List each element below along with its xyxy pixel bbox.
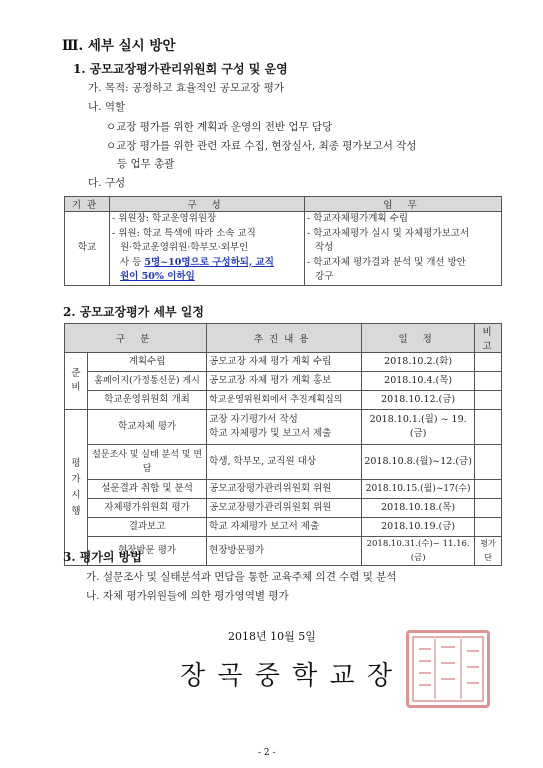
composition-line: 원·학교운영위원·학부모·외부인 [120, 242, 249, 253]
col-header-date: 일 정 [362, 324, 475, 353]
sec1-purpose: 가. 목적: 공정하고 효율적인 공모교장 평가 [88, 82, 284, 94]
item-cell: 학교자체 평가 [88, 410, 207, 445]
table-row [65, 353, 502, 372]
table-row [65, 480, 502, 499]
note-cell [475, 391, 502, 410]
composition-line: - 위원: 학교 특색에 따라 소속 교직 [112, 227, 256, 239]
highlighted-text: 원이 50% 이하임 [120, 271, 195, 282]
table-row [65, 391, 502, 410]
note-cell [475, 518, 502, 537]
org-cell: 학교 [65, 212, 110, 286]
schedule-table [64, 323, 502, 566]
table-row [65, 410, 502, 445]
sec1-role-label: 나. 역할 [88, 101, 126, 113]
col-header-note: 비고 [475, 324, 502, 353]
item-cell: 계획수립 [88, 353, 207, 372]
col-header-category: 구 분 [65, 324, 207, 353]
content-cell: 공모교장 자체 평가 계획 수립 [207, 353, 362, 372]
duty-line: - 학교자체평가 실시 및 자체평가보고서 [307, 227, 470, 239]
duty-line: 작성 [315, 242, 334, 253]
school-seal-stamp [406, 630, 490, 708]
note-cell [475, 410, 502, 445]
sec1-role-item-2: ㅇ교장 평가를 위한 관련 자료 수집, 현장실사, 최종 평가보고서 작성 [106, 140, 417, 152]
content-cell: 공모교장평가관리위원회 위원 [207, 480, 362, 499]
content-cell: 현장방문평가 [207, 537, 362, 566]
duty-line: - 학교자체평가계획 수립 [307, 213, 409, 224]
date-cell: 2018.10.4.(목) [362, 372, 475, 391]
date-cell: 2018.10.8.(월)~12.(금) [362, 445, 475, 480]
item-cell: 설문조사 및 실태 분석 및 면담 [88, 445, 207, 480]
table-row [65, 212, 502, 286]
sec1-role-item-2-cont: 등 업무 총괄 [117, 158, 175, 170]
note-cell [475, 445, 502, 480]
sec3-item-1: 가. 설문조사 및 실태분석과 면담을 통한 교육주체 의견 수렴 및 분석 [86, 571, 397, 583]
group-label-line: 시행 [71, 489, 81, 517]
item-cell: 학교운영위원회 개최 [88, 391, 207, 410]
date-cell: 2018.10.2.(화) [362, 353, 475, 372]
content-line: 교장 자기평가서 작성 [209, 414, 298, 425]
sec2-title: 2. 공모교장평가 세부 일정 [63, 305, 204, 319]
group-label-exec [65, 410, 88, 566]
note-cell: 평가단 [475, 537, 502, 566]
note-cell [475, 372, 502, 391]
seal-glyph-icon [409, 633, 487, 705]
composition-table [64, 196, 502, 286]
col-header-org: 기관 [65, 197, 110, 212]
content-cell [207, 410, 362, 445]
composition-line: - 위원장: 학교운영위원장 [112, 213, 217, 224]
date-cell: 2018.10.31.(수)~ 11.16.(금) [362, 537, 475, 566]
col-header-content: 추진내용 [207, 324, 362, 353]
sec3-item-2: 나. 자체 평가위원들에 의한 평가영역별 평가 [86, 590, 289, 602]
composition-line [112, 256, 302, 271]
content-cell: 공모교장평가관리위원회 위원 [207, 499, 362, 518]
col-header-duty: 임 무 [305, 197, 502, 212]
date-cell: 2018.10.12.(금) [362, 391, 475, 410]
col-header-composition: 구 성 [110, 197, 305, 212]
group-label-prep: 준비 [65, 353, 88, 410]
duty-line: - 학교자체 평가결과 분석 및 개선 방안 [307, 256, 466, 268]
date-cell: 2018.10.19.(금) [362, 518, 475, 537]
composition-text: 사 등 [120, 256, 145, 268]
content-cell: 공모교장 자체 평가 계획 홍보 [207, 372, 362, 391]
item-cell: 홈페이지(가정통신문) 게시 [88, 372, 207, 391]
group-label-line: 평가 [71, 457, 81, 485]
sec1-composition-label: 다. 구성 [88, 177, 126, 189]
content-cell: 학생, 학부모, 교직원 대상 [207, 445, 362, 480]
composition-cell [110, 212, 305, 286]
note-cell [475, 353, 502, 372]
document-date: 2018년 10월 5일 [228, 630, 316, 643]
sec3-title: 3. 평가의 방법 [63, 550, 142, 564]
table-row [65, 518, 502, 537]
item-cell: 자체평가위원회 평가 [88, 499, 207, 518]
duty-cell [305, 212, 502, 286]
item-cell: 현장방문 평가 [88, 537, 207, 566]
sec1-role-item-1: ㅇ교장 평가를 위한 계획과 운영의 전반 업무 담당 [106, 121, 333, 133]
highlighted-text: 5명~10명으로 구성하되, 교직 [144, 256, 274, 268]
date-cell: 2018.10.18.(목) [362, 499, 475, 518]
page-number: - 2 - [258, 748, 276, 758]
table-row [65, 372, 502, 391]
table-row [65, 499, 502, 518]
duty-line: 강구 [315, 271, 334, 282]
note-cell [475, 499, 502, 518]
sec1-title: 1. 공모교장평가관리위원회 구성 및 운영 [73, 62, 288, 76]
item-cell: 설문결과 취합 및 분석 [88, 480, 207, 499]
section-heading: Ⅲ. 세부 실시 방안 [62, 38, 176, 54]
content-cell: 학교운영위원회에서 추진계획심의 [207, 391, 362, 410]
content-line: 학교 자체평가 및 보고서 제출 [209, 428, 332, 439]
note-cell [475, 480, 502, 499]
date-cell: 2018.10.1.(월) ~ 19.(금) [362, 410, 475, 445]
date-cell: 2018.10.15.(월)~17(수) [362, 480, 475, 499]
content-cell: 학교 자체평가 보고서 제출 [207, 518, 362, 537]
school-principal-name: 장 곡 중 학 교 장 [180, 661, 395, 691]
table-row [65, 445, 502, 480]
item-cell: 결과보고 [88, 518, 207, 537]
